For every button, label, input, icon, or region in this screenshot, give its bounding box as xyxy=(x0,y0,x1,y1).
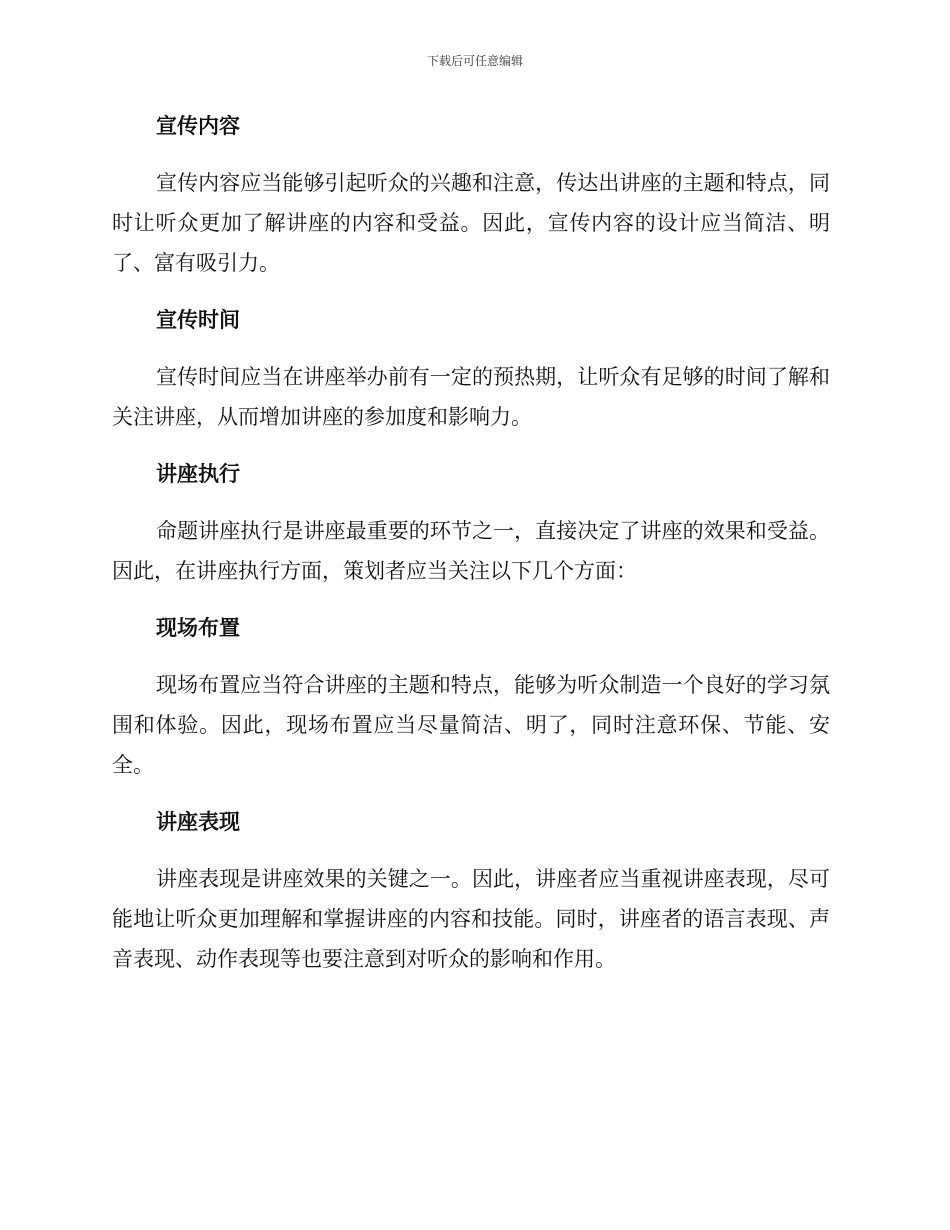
section-heading: 宣传时间 xyxy=(156,308,240,332)
section-publicity-content xyxy=(112,106,830,283)
page-header: 下载后可任意编辑 xyxy=(426,54,523,68)
section-heading: 宣传内容 xyxy=(156,114,240,138)
section-heading: 讲座执行 xyxy=(156,462,240,486)
section-paragraph: 命题讲座执行是讲座最重要的环节之一，直接决定了讲座的效果和受益。因此，在讲座执行方面，策划者应当关注以下几个方面： xyxy=(112,519,830,583)
section-venue-setup xyxy=(112,608,830,785)
section-paragraph: 现场布置应当符合讲座的主题和特点，能够为听众制造一个良好的学习氛围和体验。因此，现场布置应当尽量简洁、明了，同时注意环保、节能、安全。 xyxy=(112,673,830,777)
section-publicity-time xyxy=(112,300,830,437)
section-paragraph: 宣传内容应当能够引起听众的兴趣和注意，传达出讲座的主题和特点，同时让听众更加了解讲座的内容和受益。因此，宣传内容的设计应当简洁、明了、富有吸引力。 xyxy=(112,171,830,275)
section-paragraph: 宣传时间应当在讲座举办前有一定的预热期，让听众有足够的时间了解和关注讲座，从而增加讲座的参加度和影响力。 xyxy=(112,365,830,429)
document-body xyxy=(112,106,830,996)
section-heading: 讲座表现 xyxy=(156,810,240,834)
section-lecture-execution xyxy=(112,454,830,591)
section-paragraph: 讲座表现是讲座效果的关键之一。因此，讲座者应当重视讲座表现，尽可能地让听众更加理解和掌握讲座的内容和技能。同时，讲座者的语言表现、声音表现、动作表现等也要注意到对听众的影响和作用。 xyxy=(112,867,830,971)
section-lecture-performance xyxy=(112,802,830,979)
section-heading: 现场布置 xyxy=(156,616,240,640)
